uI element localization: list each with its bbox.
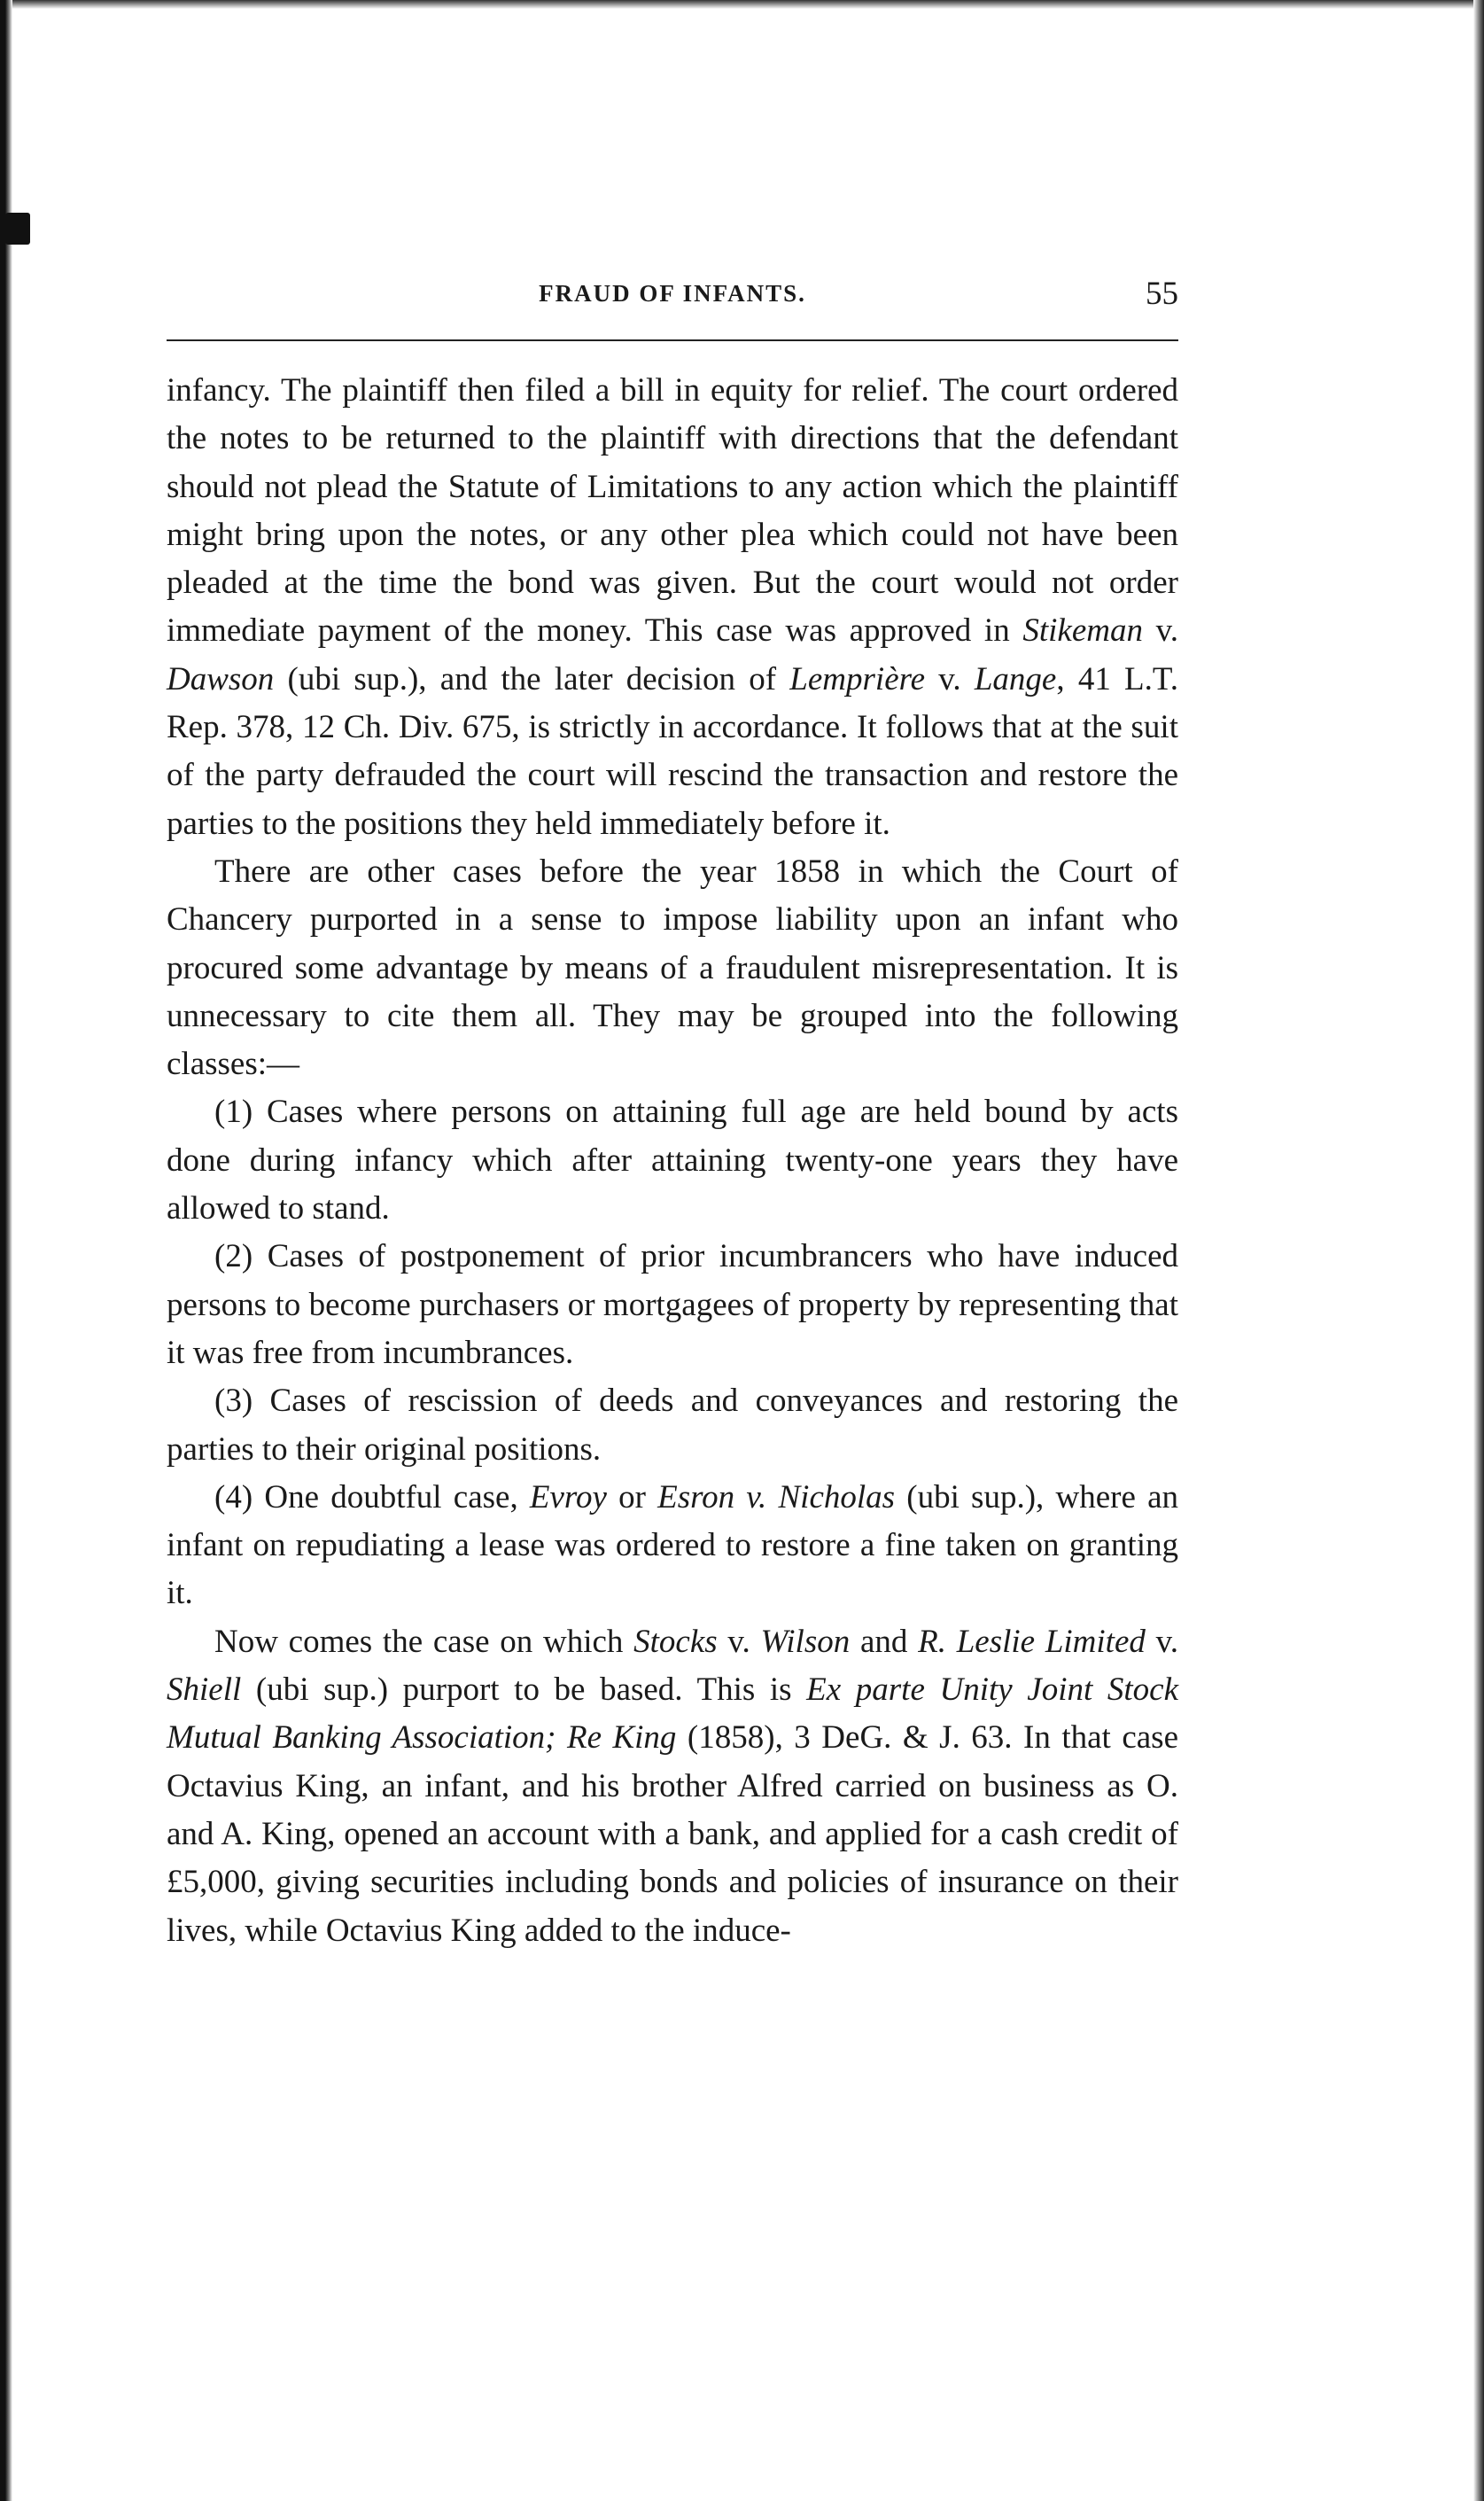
text-segment: v. bbox=[1145, 1623, 1178, 1660]
text-segment: (4) One doubtful case, bbox=[214, 1478, 530, 1515]
binding-mark bbox=[5, 213, 30, 245]
text-segment: and bbox=[850, 1623, 919, 1660]
text-segment: (2) Cases of postponement of prior incumbrancers who have induced persons to become purchasers or mortgagees of property by representing that it was free from incumbrances. bbox=[167, 1238, 1178, 1371]
italic-segment: Stikeman bbox=[1022, 612, 1143, 650]
text-segment: (1) Cases where persons on attaining full age are held bound by acts done during infancy which after attaining twenty-one years they have allowed to stand. bbox=[167, 1094, 1178, 1227]
text-segment: v. bbox=[1142, 612, 1178, 650]
italic-segment: Ex parte Unity Joint Stock Mutual Banking Association; Re King bbox=[167, 1671, 1178, 1757]
scan-edge-left bbox=[0, 0, 12, 2501]
page-number: 55 bbox=[1146, 276, 1178, 312]
text-segment: infancy. The plaintiff then filed a bill in equity for relief. The court ordered the notes to be returned to the plaintiff with directions that the defendant should not plead the Statute of Limitations to any action which the plaintiff might bring upon the notes, or any other plea which could not have been pleaded at the time the bond was given. But the court would not order immediate payment of the money. This case was approved in bbox=[167, 372, 1178, 650]
header-rule bbox=[167, 339, 1178, 341]
text-segment: (ubi sup.), and the later decision of bbox=[274, 660, 790, 697]
italic-segment: Wilson bbox=[760, 1623, 851, 1660]
page-header bbox=[167, 276, 1178, 324]
text-segment: (ubi sup.), where an infant on repudiating a lease was ordered to restore a fine taken on granting it. bbox=[167, 1478, 1178, 1612]
paragraph bbox=[167, 367, 1178, 848]
paragraph bbox=[167, 1474, 1178, 1618]
text-segment: There are other cases before the year 1858 in which the Court of Chancery purported in a sense to impose liability upon an infant who procured some advantage by means of a fraudulent misrepresentation. It is unnecessary to cite them all. They may be grouped into the following classes:— bbox=[167, 853, 1178, 1083]
paragraph bbox=[167, 1618, 1178, 1955]
italic-segment: Shiell bbox=[167, 1671, 242, 1709]
italic-segment: Stocks bbox=[633, 1623, 718, 1660]
text-segment: Now comes the case on which bbox=[214, 1623, 634, 1660]
paragraph bbox=[167, 1088, 1178, 1233]
text-segment: (1858), 3 DeG. & J. 63. In that case Octavius King, an infant, and his brother Alfred carried on business as O. and A. King, opened an account with a bank, and applied for a cash credit of £5,000, giving securities including bonds and policies of insurance on their lives, while Octavius King added to the induce- bbox=[167, 1719, 1178, 1949]
paragraph bbox=[167, 848, 1178, 1088]
text-segment: or bbox=[606, 1478, 658, 1515]
scan-edge-right bbox=[1473, 0, 1484, 2501]
italic-segment: Evroy bbox=[529, 1478, 607, 1515]
running-head: FRAUD OF INFANTS. bbox=[539, 280, 806, 307]
italic-segment: R. Leslie Limited bbox=[918, 1623, 1146, 1660]
italic-segment: Dawson bbox=[167, 660, 275, 697]
text-segment: v. bbox=[925, 660, 975, 697]
paragraph bbox=[167, 1233, 1178, 1377]
text-segment: , 41 L.T. Rep. 378, 12 Ch. Div. 675, is strictly in accordance. It follows that at the suit of the party defrauded the court will rescind the transaction and restore the parties to the positions they held immediately before it. bbox=[167, 660, 1178, 842]
italic-segment: Lemprière bbox=[789, 660, 926, 697]
scan-edge-top bbox=[0, 0, 1484, 9]
text-segment: (3) Cases of rescission of deeds and conveyances and restoring the parties to their original positions. bbox=[167, 1383, 1178, 1468]
body-text bbox=[167, 367, 1178, 1955]
italic-segment: Esron v. Nicholas bbox=[657, 1478, 896, 1515]
text-segment: v. bbox=[717, 1623, 761, 1660]
italic-segment: Lange bbox=[974, 660, 1057, 697]
text-segment: (ubi sup.) purport to be based. This is bbox=[241, 1671, 807, 1709]
paragraph bbox=[167, 1377, 1178, 1474]
